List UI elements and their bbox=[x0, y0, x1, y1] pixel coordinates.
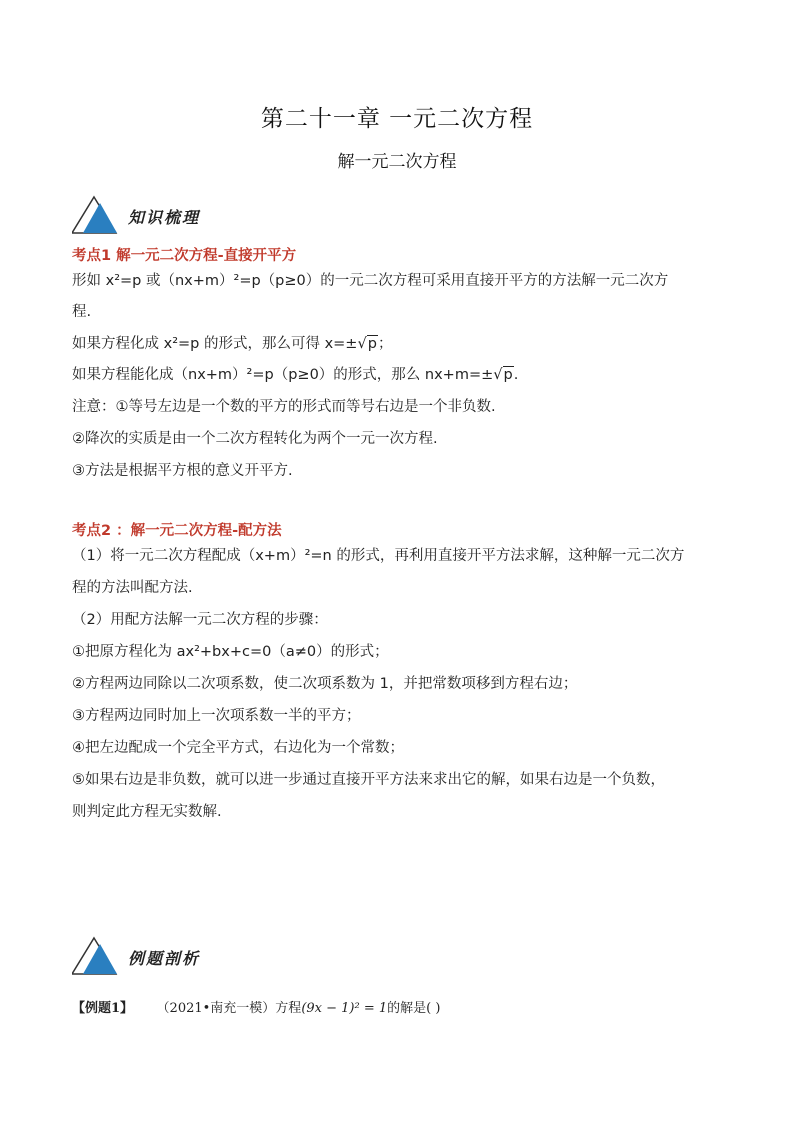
kp2-line9: 则判定此方程无实数解. bbox=[72, 804, 222, 820]
example-1 bbox=[72, 997, 440, 1016]
kp2-line2: 程的方法叫配方法. bbox=[72, 580, 193, 596]
kp1-line1: 形如 x²=p 或（nx+m）²=p（p≥0）的一元二次方程可采用直接开平方的方法解一元二次方 bbox=[72, 273, 669, 289]
radicand: p bbox=[367, 336, 377, 352]
triangle-icon bbox=[72, 195, 118, 235]
example-tag: 【例题1】 bbox=[72, 1001, 134, 1016]
kp2-line4: ①把原方程化为 ax²+bx+c=0（a≠0）的形式； bbox=[72, 644, 389, 660]
kp2-line6: ③方程两边同时加上一次项系数一半的平方； bbox=[72, 708, 361, 724]
kp1-line4 bbox=[72, 364, 732, 386]
kp1-line3 bbox=[72, 333, 732, 355]
section-label-knowledge: 知识梳理 bbox=[128, 208, 201, 227]
kp1-line5: 注意：①等号左边是一个数的平方的形式而等号右边是一个非负数. bbox=[72, 399, 496, 415]
kp1-line4-text: 如果方程能化成（nx+m）²=p（p≥0）的形式，那么 nx+m=± bbox=[72, 367, 494, 383]
kp1-line2: 程. bbox=[72, 304, 92, 320]
page-subtitle: 解一元二次方程 bbox=[337, 152, 457, 172]
section-header-examples bbox=[72, 936, 272, 976]
page-title: 第二十一章 一元二次方程 bbox=[260, 106, 534, 132]
section-header-knowledge bbox=[72, 195, 272, 235]
kp2-line1: （1）将一元二次方程配成（x+m）²=n 的形式，再利用直接开平方法求解，这种解一元二次方 bbox=[72, 548, 685, 564]
sqrt-symbol: √p bbox=[357, 336, 377, 352]
kp1-title: 考点1 解一元二次方程-直接开平方 bbox=[72, 248, 297, 264]
kp2-line7: ④把左边配成一个完全平方式，右边化为一个常数； bbox=[72, 740, 404, 756]
kp1-line3-end: ； bbox=[377, 336, 393, 352]
section-label-examples: 例题剖析 bbox=[128, 949, 201, 968]
kp2-line8: ⑤如果右边是非负数，就可以进一步通过直接开平方法来求出它的解，如果右边是一个负数， bbox=[72, 772, 665, 788]
kp1-line7: ③方法是根据平方根的意义开平方. bbox=[72, 463, 293, 479]
kp2-title: 考点2 ：解一元二次方程-配方法 bbox=[72, 523, 282, 539]
example-source: （2021•南充一模）方程 bbox=[163, 1001, 302, 1016]
kp2-line3: （2）用配方法解一元二次方程的步骤： bbox=[72, 612, 328, 628]
radicand: p bbox=[503, 367, 513, 383]
kp2-line5: ②方程两边同除以二次项系数，使二次项系数为 1，并把常数项移到方程右边； bbox=[72, 676, 578, 692]
example-tail: 的解是( ) bbox=[387, 1001, 441, 1016]
kp1-line4-end: . bbox=[513, 367, 519, 383]
kp1-line3-text: 如果方程化成 x²=p 的形式，那么可得 x=± bbox=[72, 336, 358, 352]
kp1-line6: ②降次的实质是由一个二次方程转化为两个一元一次方程. bbox=[72, 431, 438, 447]
sqrt-symbol: √p bbox=[493, 367, 513, 383]
example-equation: (9x − 1)² = 1 bbox=[301, 1001, 388, 1016]
triangle-icon bbox=[72, 936, 118, 976]
